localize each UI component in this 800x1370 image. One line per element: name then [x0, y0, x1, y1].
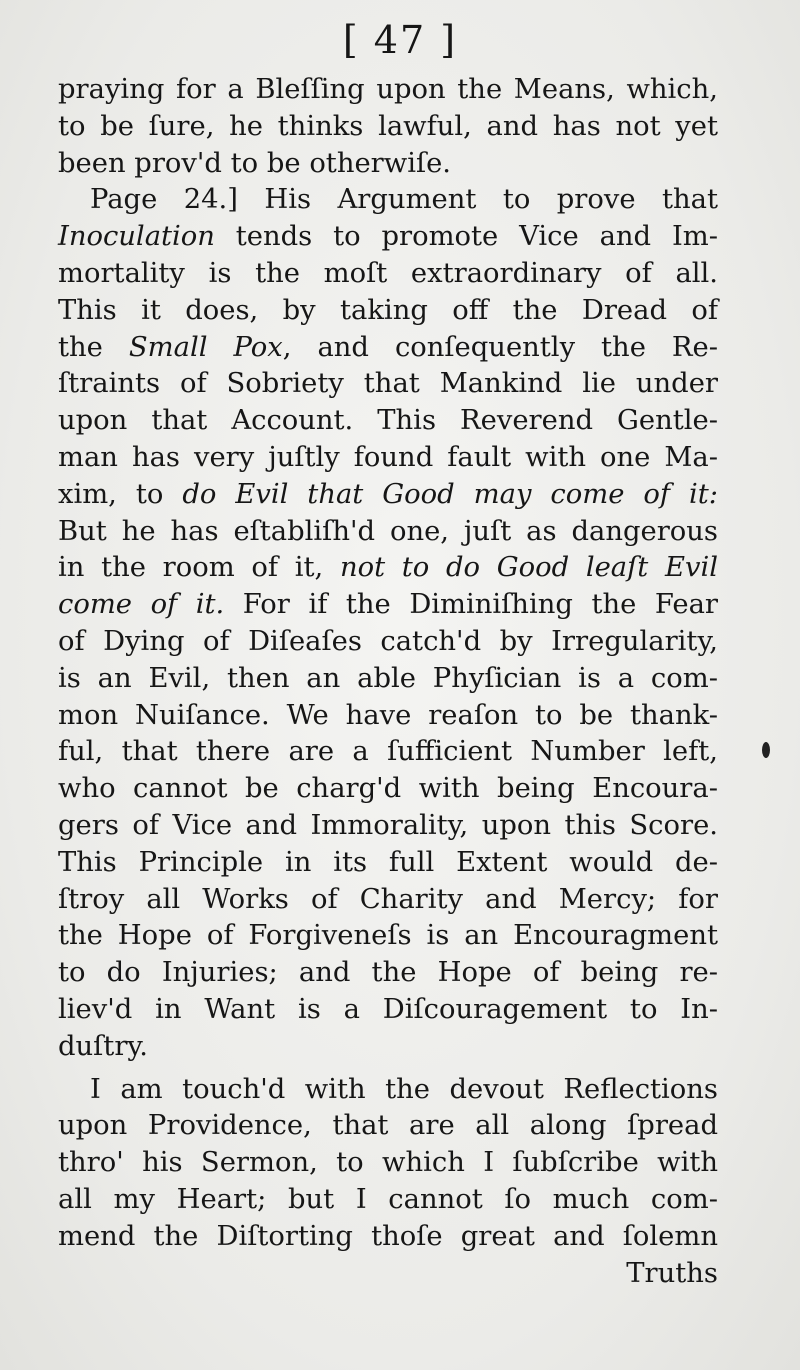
text-line: I am touch'd with the devout Reflections	[90, 1073, 718, 1105]
text-line: ful, that there are a ſufficient Number left,	[58, 736, 718, 768]
text-line: Inoculation tends to promote Vice and Im-	[58, 221, 718, 253]
text-line: mend the Diſtorting thoſe great and ſolemn	[58, 1220, 718, 1252]
text-line: mon Nuiſance. We have reaſon to be thank-	[58, 699, 718, 731]
text-line: Page 24.] His Argument to prove that	[90, 184, 718, 216]
text-line: This Principle in its full Extent would de-	[58, 846, 718, 878]
text-line: come of it. For if the Diminiſhing the Fear	[58, 589, 718, 621]
text-line: xim, to do Evil that Good may come of it:	[58, 478, 718, 510]
catchword: Truths	[626, 1257, 718, 1289]
text-line: all my Heart; but I cannot ſo much com-	[58, 1183, 718, 1215]
text-line: been prov'd to be otherwiſe.	[58, 147, 452, 179]
text-line: upon that Account. This Reverend Gentle-	[58, 405, 718, 437]
text-line: This it does, by taking off the Dread of	[58, 294, 718, 326]
text-line: duſtry.	[58, 1030, 148, 1062]
text-line: to be ſure, he thinks lawful, and has not yet	[58, 110, 718, 142]
text-line: ſtraints of Sobriety that Mankind lie under	[58, 368, 718, 400]
text-line: to do Injuries; and the Hope of being re-	[58, 957, 718, 989]
text-line: is an Evil, then an able Phyſician is a com-	[58, 662, 718, 694]
text-line: the Small Pox, and conſequently the Re-	[58, 331, 718, 363]
text-line: who cannot be charg'd with being Encoura-	[58, 773, 718, 805]
text-line: mortality is the moſt extraordinary of all.	[58, 257, 718, 289]
text-line: gers of Vice and Immorality, upon this Score.	[58, 809, 718, 841]
text-line: the Hope of Forgiveneſs is an Encouragment	[58, 920, 718, 952]
text-line: But he has eſtabliſh'd one, juſt as dangerous	[58, 515, 718, 547]
page-number: [ 47 ]	[342, 18, 458, 62]
text-line: in the room of it, not to do Good leaſt Evil	[58, 552, 718, 584]
body-text	[58, 72, 718, 1292]
text-line: of Dying of Diſeaſes catch'd by Irregularity,	[58, 625, 718, 657]
text-line: man has very juſtly found fault with one Ma-	[58, 441, 718, 473]
text-line: upon Providence, that are all along ſpread	[58, 1110, 718, 1142]
text-line: thro' his Sermon, to which I ſubſcribe with	[58, 1147, 718, 1179]
text-line: liev'd in Want is a Diſcouragement to In-	[58, 993, 718, 1025]
text-line: ſtroy all Works of Charity and Mercy; for	[58, 883, 718, 915]
text-line: praying for a Bleſſing upon the Means, which,	[58, 74, 718, 105]
ink-blot	[762, 742, 770, 758]
